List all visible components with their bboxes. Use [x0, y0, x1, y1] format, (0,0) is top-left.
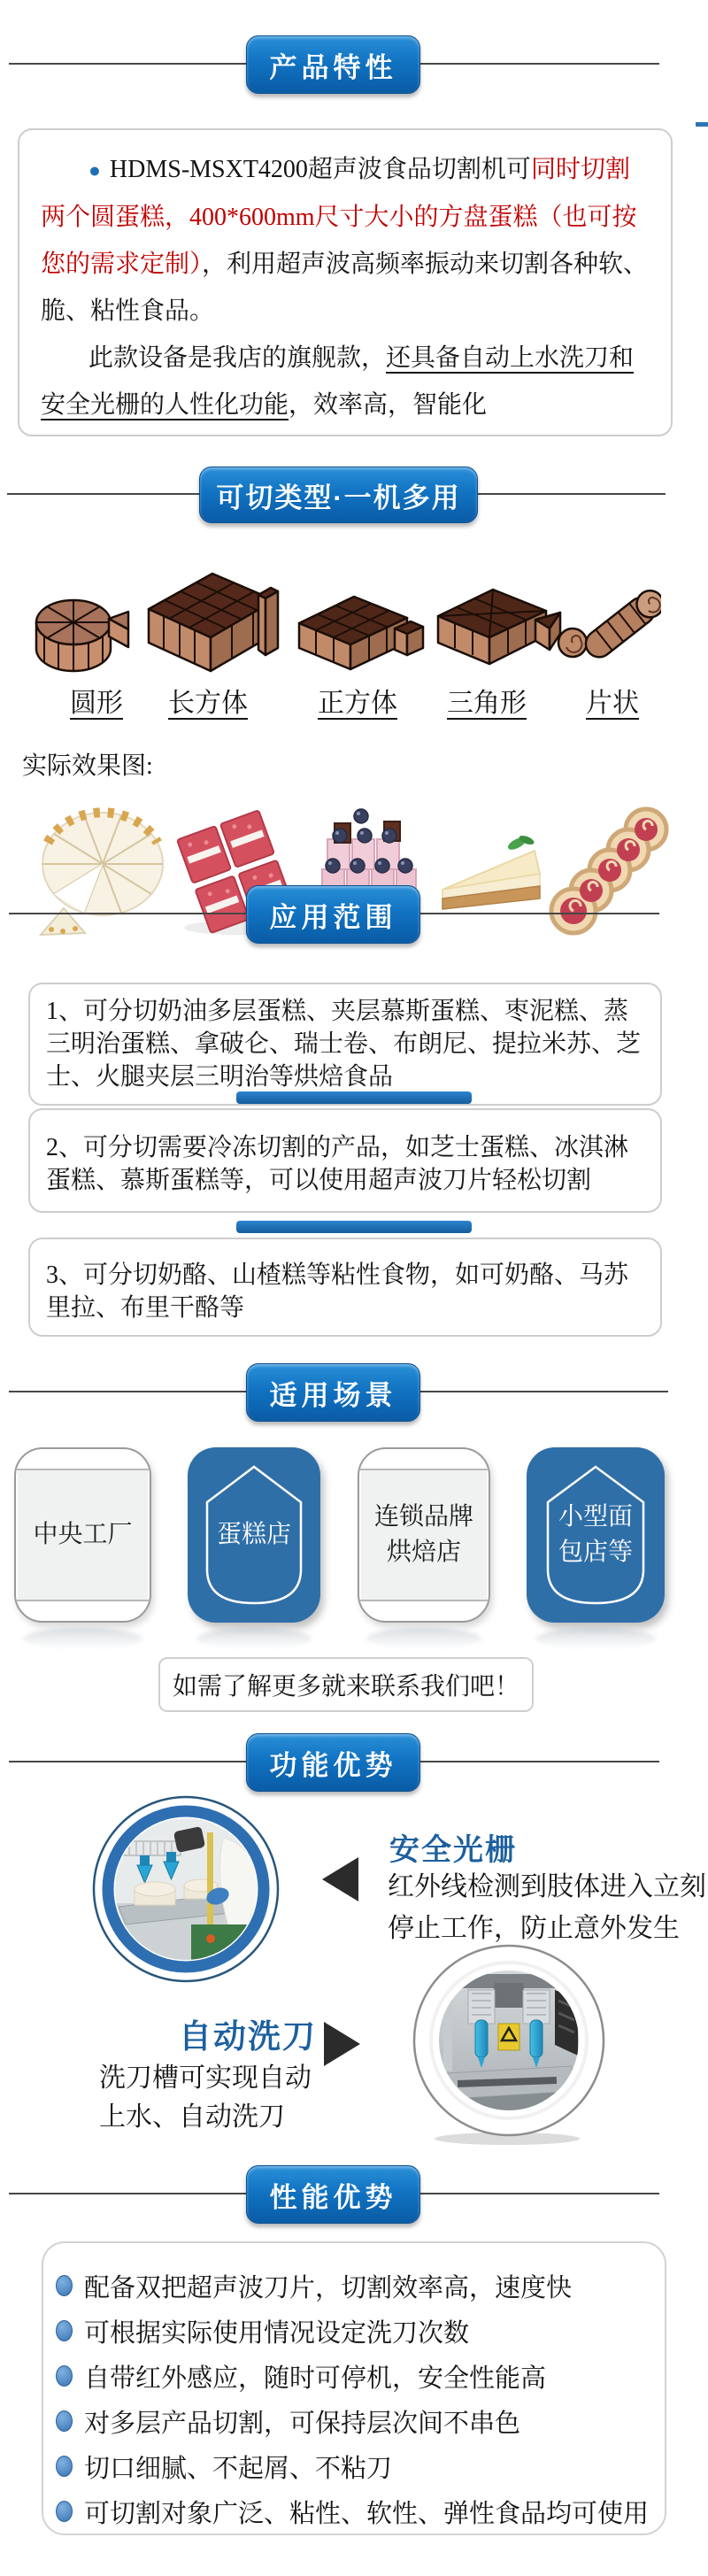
- product-intro-card: [18, 128, 673, 436]
- cuboid-shape-icon: [140, 554, 286, 689]
- blue-dash-decoration: [696, 122, 708, 127]
- scene-label: 小型面包店等: [558, 1503, 633, 1566]
- oval-bullet-icon: [56, 2320, 73, 2341]
- section-badge-product-features: [246, 35, 420, 94]
- scene-card-line: [359, 1469, 489, 1470]
- triangle-shape-icon: [431, 567, 564, 689]
- machine-operation-photo: [88, 1790, 283, 1985]
- scene-card-cake-shop: [188, 1447, 320, 1623]
- performance-text: 配备双把超声波刀片，切割效率高，速度快: [84, 2273, 573, 2302]
- section-title: 功能优势: [269, 1749, 397, 1781]
- oval-bullet-icon: [56, 2410, 73, 2432]
- effect-caption: 实际效果图:: [22, 752, 153, 780]
- auto-washing-mechanism-photo: [403, 1939, 615, 2146]
- section-badge-applications: [246, 885, 420, 944]
- bullet-icon: ●: [88, 159, 101, 181]
- section-badge-scenes: [246, 1363, 420, 1422]
- application-text-1: 1、可分切奶油多层蛋糕、夹层慕斯蛋糕、枣泥糕、蒸三明治蛋糕、拿破仑、瑞士卷、布朗尼、提拉米苏、芝士、火腿夹层三明治等烘焙食品: [46, 998, 642, 1091]
- scene-card-line: [16, 1469, 150, 1470]
- application-card-1: [28, 983, 662, 1106]
- performance-text: 对多层产品切割，可保持层次间不串色: [84, 2409, 521, 2438]
- scene-label: 中央工厂: [33, 1521, 133, 1548]
- performance-item: [56, 2358, 546, 2394]
- scene-card-central-factory: [14, 1447, 151, 1623]
- intro-paragraph-1: [41, 146, 653, 335]
- feature-desc-safety-grating: 红外线检测到肢体进入立刻停止工作，防止意外发生: [388, 1872, 706, 1943]
- blue-bar-divider: [236, 1091, 472, 1104]
- performance-text: 可切割对象广泛、粘性、软性、弹性食品均可使用: [84, 2499, 650, 2528]
- sliced-round-cake-photo: [34, 788, 171, 940]
- feature-title-safety-grating: 安全光栅: [389, 1833, 517, 1867]
- feature-desc-auto-wash: 洗刀槽可实现自动上水、自动洗刀: [99, 2063, 312, 2132]
- intro-text-red: 同时切割两个圆蛋糕，400*600mm尺寸大小的方盘蛋糕（也可按您的需求定制）: [41, 156, 637, 278]
- contact-banner: [158, 1657, 534, 1712]
- intro-text-black-2: ，利用超声波高频率振动来切割各种软、脆、粘性食品。: [41, 251, 649, 325]
- scene-card-line: [16, 1600, 150, 1601]
- performance-text: 可根据实际使用情况设定洗刀次数: [84, 2318, 470, 2348]
- contact-text: 如需了解更多就来联系我们吧！: [172, 1673, 519, 1701]
- intro-paragraph-2: [41, 335, 653, 428]
- performance-item: [56, 2268, 572, 2303]
- oval-bullet-icon: [56, 2365, 73, 2387]
- reflection-decoration: [366, 1628, 481, 1649]
- section-badge-performance: [246, 2165, 420, 2224]
- scene-card-line: [359, 1600, 489, 1601]
- round-cake-shape-icon: [31, 578, 130, 683]
- reflection-decoration: [196, 1628, 312, 1649]
- oval-bullet-icon: [56, 2275, 73, 2296]
- section-badge-functions: [246, 1733, 420, 1792]
- oval-bullet-icon: [56, 2456, 73, 2477]
- feature-title-auto-wash: 自动洗刀: [179, 2018, 317, 2055]
- application-card-3: [28, 1238, 662, 1337]
- application-text-3: 3、可分切奶酪、山楂糕等粘性食物，如可奶酪、马苏里拉、布里干酪等: [46, 1261, 629, 1322]
- application-card-2: [28, 1108, 662, 1213]
- scene-card-small-bakery: [527, 1447, 665, 1623]
- swiss-roll-slices-photo: [547, 792, 675, 941]
- performance-item: [56, 2403, 520, 2439]
- slice-shape-icon: [553, 565, 661, 673]
- reflection-decoration: [535, 1628, 656, 1649]
- intro-text-black-3: 此款设备是我店的旗舰款，: [88, 344, 387, 372]
- reflection-decoration: [23, 1628, 142, 1649]
- intro-text-black-4: ，效率高，智能化: [289, 391, 488, 419]
- scene-label: 连锁品牌烘焙店: [373, 1503, 473, 1566]
- section-title: 可切类型·一机多用: [216, 482, 461, 513]
- shape-label-round: 圆形: [70, 689, 123, 718]
- performance-item: [56, 2313, 469, 2348]
- performance-text: 自带红外感应，随时可停机，安全性能高: [84, 2364, 547, 2393]
- shape-label-slice: 片状: [586, 689, 639, 718]
- arrow-right-icon: [324, 2022, 360, 2066]
- scene-card-chain-bakery: [358, 1447, 490, 1623]
- performance-card: [42, 2241, 666, 2535]
- cube-shape-icon: [292, 577, 425, 685]
- intro-text-black: HDMS-MSXT4200超声波食品切割机可: [109, 156, 531, 183]
- section-title: 适用场景: [269, 1379, 397, 1411]
- shape-label-cuboid: 长方体: [168, 689, 248, 718]
- intro-text-underlined: 还具备自动上水洗刀和安全光栅的人性化功能: [41, 344, 635, 419]
- arrow-left-icon: [322, 1857, 358, 1901]
- section-title: 应用范围: [269, 901, 397, 933]
- application-text-2: 2、可分切需要冷冻切割的产品，如芝士蛋糕、冰淇淋蛋糕、慕斯蛋糕等，可以使用超声波刀片轻松切割: [46, 1134, 629, 1194]
- section-title: 产品特性: [269, 51, 397, 83]
- oval-bullet-icon: [56, 2501, 73, 2522]
- section-badge-cut-types: [199, 467, 478, 523]
- performance-item: [56, 2449, 392, 2484]
- blue-bar-divider: [236, 1221, 472, 1233]
- section-title: 性能优势: [269, 2181, 397, 2213]
- performance-item: [56, 2494, 649, 2529]
- shape-label-cube: 正方体: [318, 689, 397, 718]
- performance-text: 切口细腻、不起屑、不粘刀: [84, 2454, 393, 2483]
- shape-label-triangle: 三角形: [447, 689, 527, 718]
- scene-label: 蛋糕店: [216, 1521, 291, 1548]
